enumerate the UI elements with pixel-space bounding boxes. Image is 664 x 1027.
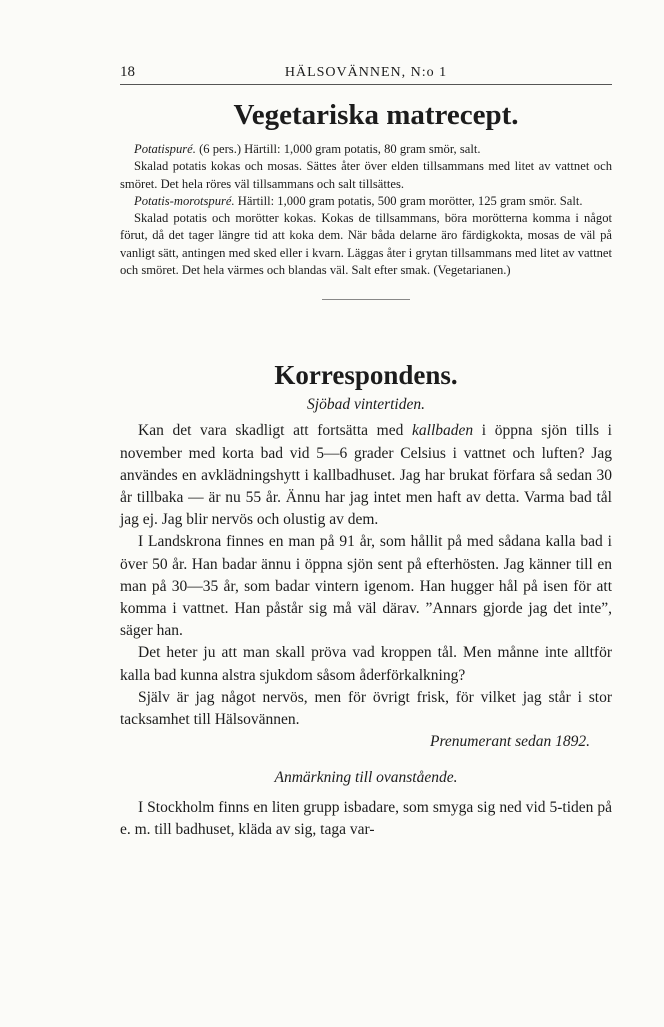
emphasis-text: kallbaden: [412, 422, 474, 440]
section-divider: [322, 299, 410, 300]
letter-paragraph: Själv är jag något nervös, men för övrigt frisk, för vilket jag står i stor tacksamhet till Hälsovännen.: [120, 688, 612, 729]
recipe-name: Potatispuré.: [134, 142, 196, 156]
letter-paragraph: I Landskrona finnes en man på 91 år, som hållit på med sådana kalla bad i över 50 år. Han badar ännu i öppna sjön sent på efterhösten. Jag känner till en man på 30—35 år, som badar vintern igenom. Han hugger hål på isen för att komma i vattnet. Han påstår sig må väl därav. ”Annars gjorde jag det inte”, säger han.: [120, 533, 612, 640]
page-number: 18: [120, 64, 135, 80]
remark-subtitle: Anmärkning till ovanstående.: [274, 769, 458, 787]
letter-text-part: Kan det vara skadligt att fortsätta med: [138, 422, 413, 440]
recipe-text: Härtill: 1,000 gram potatis, 500 gram morötter, 125 gram smör. Salt.: [234, 193, 583, 208]
recipe-paragraph: [120, 193, 612, 210]
letter-text-part: i öppna sjön tills i november med korta bad vid 5—6 grader Celsius i vattnet och luften? Jag användes en avklädningshytt i kallbadhuset. Jag har brukat förfara så sedan 30 år tillbaka — är nu 55 år. Ännu har jag intet men haft av detta. Varma bad tål jag ej. Jag blir nervös och olustig av dem.: [120, 422, 612, 529]
recipe-text: (6 pers.) Härtill: 1,000 gram potatis, 80 gram smör, salt.: [195, 142, 481, 156]
page: [120, 58, 612, 842]
recipes-text: [120, 141, 612, 279]
letter-subtitle: Sjöbad vintertiden.: [307, 396, 425, 414]
remark-text: [120, 797, 612, 841]
recipe-paragraph: [120, 141, 612, 158]
recipe-text: Skalad potatis kokas och mosas. Sättes åter över elden tillsammans med litet av vattnet och smöret. Det hela röres väl tillsammans och salt tillsättes.: [120, 159, 612, 191]
letter-text: [120, 420, 612, 753]
recipe-paragraph: [120, 210, 612, 279]
signature: Prenumerant sedan 1892.: [429, 733, 590, 751]
page-header: [120, 58, 612, 85]
letter-paragraph: Det heter ju att man skall pröva vad kroppen tål. Men månne inte alltför kalla bad kunna alstra sjukdom såsom åderförkalkning?: [120, 644, 612, 684]
recipe-text: Skalad potatis och morötter kokas. Kokas de tillsammans, böra morötterna komma i något förut, då det tager längre tid att koka dem. När båda delarne äro färdigkokta, mosas de väl på vanligt sätt, antingen med sked eller i kvarn. Läggas åter i grytan tillsammans med litet av vattnet och smöret. Det hela värmes och blandas väl. Salt efter smak. (Vegetarianen.): [120, 211, 612, 278]
remark-paragraph: I Stockholm finns en liten grupp isbadare, som smyga sig ned vid 5-tiden på e. m. till badhuset, kläda av sig, taga var-: [120, 799, 612, 839]
section-title-recipes: Vegetariska matrecept.: [233, 99, 519, 131]
running-title: HÄLSOVÄNNEN, N:o 1: [284, 65, 448, 80]
recipe-name: Potatis-morotspuré.: [134, 193, 235, 208]
section-title-correspondence: Korrespondens.: [274, 360, 458, 391]
recipe-paragraph: [120, 158, 612, 193]
letter-paragraph: [120, 420, 612, 531]
